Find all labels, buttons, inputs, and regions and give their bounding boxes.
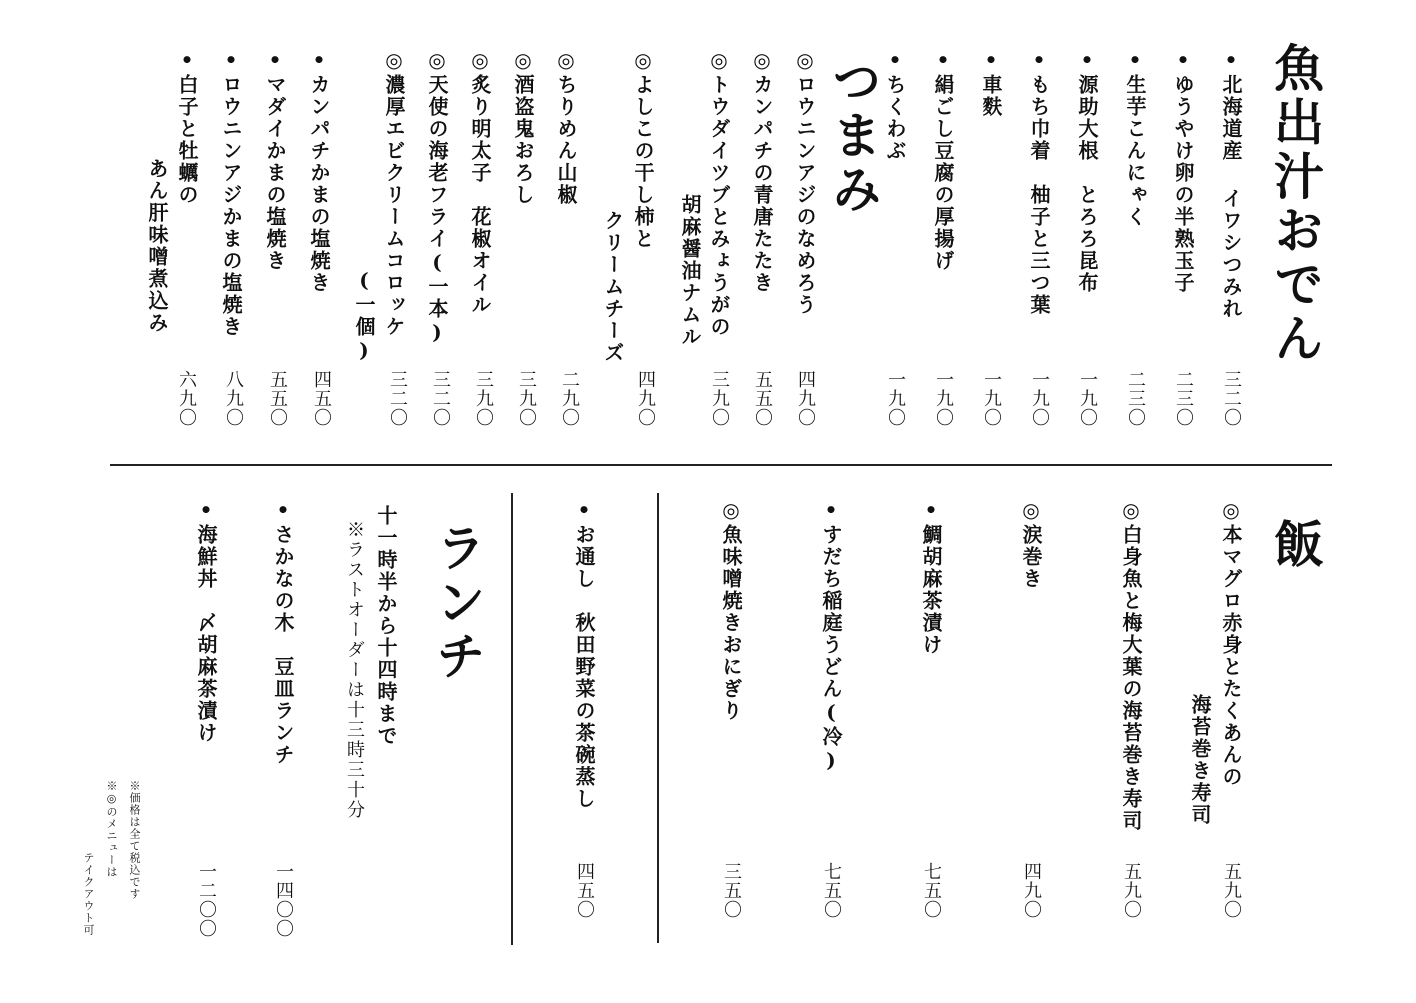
oden-item-3: •生芋こんにゃく bbox=[1123, 48, 1147, 228]
tsumami-price-3: 三九〇 bbox=[709, 370, 730, 427]
tsumami-item-6: ◎酒盗鬼おろし bbox=[511, 48, 535, 206]
meshi-item-5: •すだち稲庭うどん(冷) bbox=[819, 498, 843, 774]
tsumami-price-2: 五五〇 bbox=[752, 370, 773, 427]
oden-price-5: 一九〇 bbox=[1029, 370, 1050, 427]
otoshi-price: 四五〇 bbox=[574, 862, 595, 919]
tsumami-item-13-line2: あん肝味噌煮込み bbox=[145, 158, 169, 334]
tsumami-price-10: 四五〇 bbox=[311, 370, 332, 427]
tsumami-item-5: ◎ちりめん山椒 bbox=[554, 48, 578, 206]
meshi-price-3: 四九〇 bbox=[1021, 862, 1042, 919]
tsumami-item-1: ◎ロウニンアジのなめろう bbox=[793, 48, 817, 316]
tsumami-item-8: ◎天使の海老フライ(一本) bbox=[425, 48, 449, 346]
meshi-price-6: 三五〇 bbox=[721, 862, 742, 919]
lunch-price-1: 一四〇〇 bbox=[273, 862, 294, 938]
meshi-price-4: 七五〇 bbox=[921, 862, 942, 919]
oden-title: 魚出汁おでん bbox=[1266, 42, 1325, 366]
section-divider bbox=[110, 464, 1332, 466]
oden-price-6: 一九〇 bbox=[981, 370, 1002, 427]
oden-item-1: •北海道産 イワシつみれ bbox=[1219, 48, 1243, 320]
oden-price-8: 一九〇 bbox=[885, 370, 906, 427]
lunch-title: ランチ bbox=[428, 522, 487, 684]
meshi-price-2: 五九〇 bbox=[1121, 862, 1142, 919]
meshi-title: 飯 bbox=[1266, 518, 1325, 572]
tsumami-price-8: 三二〇 bbox=[430, 370, 451, 427]
meshi-item-1-line2: 海苔巻き寿司 bbox=[1188, 694, 1212, 826]
tsumami-price-5: 二九〇 bbox=[559, 370, 580, 427]
tsumami-item-9-line2: (一個) bbox=[352, 268, 376, 364]
tsumami-price-11: 五五〇 bbox=[267, 370, 288, 427]
oden-price-4: 一九〇 bbox=[1077, 370, 1098, 427]
oden-price-3: 二三〇 bbox=[1125, 370, 1146, 427]
oden-item-6: •車麩 bbox=[979, 48, 1003, 118]
column-divider-2 bbox=[511, 493, 513, 945]
tsumami-item-3: ◎トウダイツブとみょうがの bbox=[707, 48, 731, 338]
lunch-hours: 十一時半から十四時まで bbox=[374, 505, 398, 747]
tsumami-item-7: ◎炙り明太子 花椒オイル bbox=[468, 48, 492, 316]
oden-price-2: 二三〇 bbox=[1173, 370, 1194, 427]
column-divider-1 bbox=[657, 493, 659, 943]
meshi-item-1: ◎本マグロ赤身とたくあんの bbox=[1219, 498, 1243, 788]
tsumami-item-4: ◎よしこの干し柿と bbox=[631, 48, 655, 250]
tsumami-price-9: 三二〇 bbox=[387, 370, 408, 427]
oden-item-7: •絹ごし豆腐の厚揚げ bbox=[931, 48, 955, 272]
lunch-price-2: 一二〇〇 bbox=[196, 862, 217, 938]
tsumami-price-4: 四九〇 bbox=[635, 370, 656, 427]
oden-price-7: 一九〇 bbox=[933, 370, 954, 427]
takeout-note: ※◎のメニューは bbox=[105, 780, 118, 878]
tsumami-item-12: •ロウニンアジかまの塩焼き bbox=[219, 48, 243, 338]
tax-note: ※価格は全て税込です bbox=[128, 780, 141, 900]
meshi-item-4: •鯛胡麻茶漬け bbox=[919, 498, 943, 656]
tsumami-price-12: 八九〇 bbox=[223, 370, 244, 427]
meshi-price-5: 七五〇 bbox=[821, 862, 842, 919]
tsumami-item-2: ◎カンパチの青唐たたき bbox=[750, 48, 774, 294]
oden-item-8: •ちくわぶ bbox=[883, 48, 907, 162]
oden-item-5: •もち巾着 柚子と三つ葉 bbox=[1027, 48, 1051, 316]
tsumami-item-11: •マダイかまの塩焼き bbox=[263, 48, 287, 272]
tsumami-item-3-line2: 胡麻醤油ナムル bbox=[678, 194, 702, 348]
tsumami-price-1: 四九〇 bbox=[795, 370, 816, 427]
oden-item-4: •源助大根 とろろ昆布 bbox=[1075, 48, 1099, 294]
tsumami-item-4-line2: クリームチーズ bbox=[601, 210, 625, 364]
meshi-item-2: ◎白身魚と梅大葉の海苔巻き寿司 bbox=[1119, 498, 1143, 832]
tsumami-price-6: 三九〇 bbox=[516, 370, 537, 427]
tsumami-price-7: 三九〇 bbox=[473, 370, 494, 427]
meshi-price-1: 五九〇 bbox=[1221, 862, 1242, 919]
lunch-last-order: ※ラストオーダーは十三時三十分 bbox=[344, 520, 365, 820]
meshi-item-3: ◎涙巻き bbox=[1019, 498, 1043, 590]
tsumami-item-9: ◎濃厚エビクリームコロッケ bbox=[382, 48, 406, 338]
lunch-item-2: •海鮮丼 〆胡麻茶漬け bbox=[194, 498, 218, 744]
otoshi-item: •お通し 秋田野菜の茶碗蒸し bbox=[572, 498, 596, 810]
oden-item-2: •ゆうやけ卵の半熟玉子 bbox=[1171, 48, 1195, 294]
takeout-note-line2: テイクアウト可 bbox=[82, 852, 95, 936]
oden-price-1: 三二〇 bbox=[1221, 370, 1242, 427]
tsumami-title: つまみ bbox=[824, 55, 883, 217]
tsumami-item-10: •カンパチかまの塩焼き bbox=[307, 48, 331, 294]
meshi-item-6: ◎魚味噌焼きおにぎり bbox=[719, 498, 743, 722]
lunch-item-1: •さかなの木 豆皿ランチ bbox=[271, 498, 295, 766]
tsumami-item-13: •白子と牡蠣の bbox=[175, 48, 199, 206]
tsumami-price-13: 六九〇 bbox=[176, 370, 197, 427]
